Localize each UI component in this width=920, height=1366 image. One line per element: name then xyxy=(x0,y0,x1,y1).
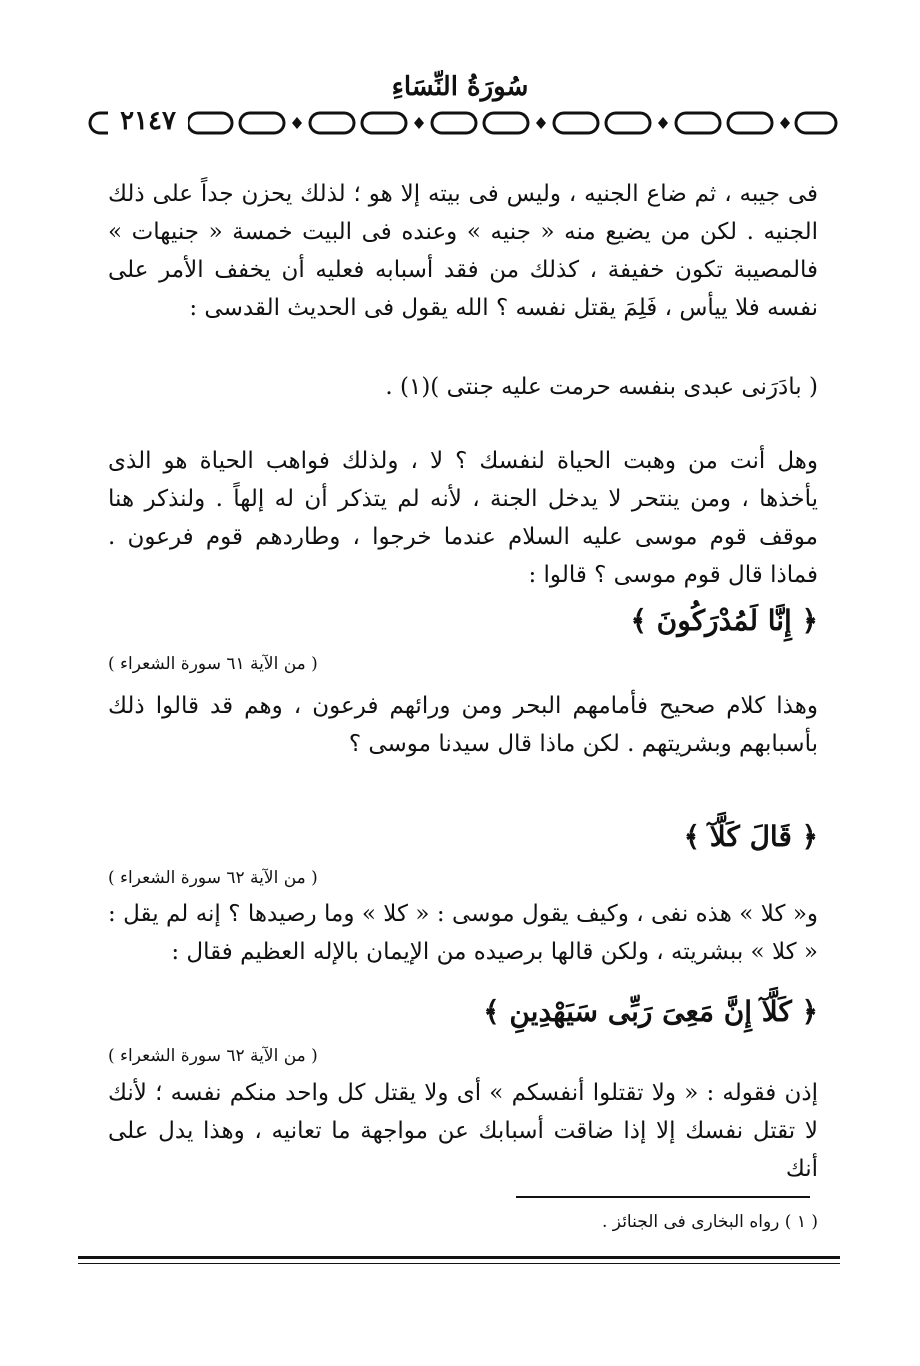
verse-reference-2: ( من الآية ٦٢ سورة الشعراء ) xyxy=(108,868,318,888)
verse-reference-1: ( من الآية ٦١ سورة الشعراء ) xyxy=(108,654,318,674)
paragraph-kalla: و« كلا » هذه نفى ، وكيف يقول موسى : « كلا » وما رصيدها ؟ إنه لم يقل : « كلا » ببشريته ، ولكن قالها برصيده من الإيمان بالإله العظيم فقال : xyxy=(108,901,818,965)
footnote: ( ١ ) رواه البخارى فى الجنائز . xyxy=(602,1212,818,1232)
bottom-rule-thick xyxy=(78,1256,840,1259)
quran-verse-2: ﴿ قَالَ كَلَّآ ﴾ xyxy=(683,820,818,853)
paragraph-moses-people: وهل أنت من وهبت الحياة لنفسك ؟ لا ، ولذلك فواهب الحياة هو الذى يأخذها ، ومن ينتحر لا يدخل الجنة ، لأنه لم يتذكر أن له إلهاً . ولنذكر هنا موقف قوم موسى عليه السلام عندما خرجوا ، وطاردهم قوم فرعون . فماذا قال قوم موسى ؟ قالوا : xyxy=(108,448,818,588)
ornamental-header-band xyxy=(88,106,840,140)
quran-verse-3: ﴿ كَلَّآ إِنَّ مَعِىَ رَبِّى سَيَهْدِينِ ﴾ xyxy=(483,995,818,1028)
verse-reference-3: ( من الآية ٦٢ سورة الشعراء ) xyxy=(108,1046,318,1066)
page-number: ٢١٤٧ xyxy=(108,104,188,138)
paragraph-intro: فى جيبه ، ثم ضاع الجنيه ، وليس فى بيته إلا هو ؛ لذلك يحزن جداً على ذلك الجنيه . لكن من يضيع منه « جنيه » وعنده فى البيت خمسة « جنيهات » فالمصيبة تكون خفيفة ، كذلك من فقد أسبابه فعليه أن يخفف الأمر على نفسه فلا ييأس ، فَلِمَ يقتل نفسه ؟ الله يقول فى الحديث القدسى : xyxy=(108,181,818,321)
quran-verse-1: ﴿ إِنَّا لَمُدْرَكُونَ ﴾ xyxy=(630,604,818,637)
paragraph-commentary: وهذا كلام صحيح فأمامهم البحر ومن ورائهم فرعون ، وهم قد قالوا ذلك بأسبابهم وبشريتهم . لكن ماذا قال سيدنا موسى ؟ xyxy=(108,693,818,757)
surah-title: سُورَةُ النِّسَاءِ xyxy=(391,72,529,102)
hadith-quote: ( بادَرَنى عبدى بنفسه حرمت عليه جنتى )(١) . xyxy=(385,374,818,400)
bottom-rule-thin xyxy=(78,1263,840,1264)
footnote-divider xyxy=(516,1196,810,1198)
paragraph-conclusion: إذن فقوله : « ولا تقتلوا أنفسكم » أى ولا يقتل كل واحد منكم نفسه ؛ لأنك لا تقتل نفسك إلا إذا ضاقت أسبابك عن مواجهة ما تعانيه ، وهذا يدل على أنك xyxy=(108,1080,818,1182)
